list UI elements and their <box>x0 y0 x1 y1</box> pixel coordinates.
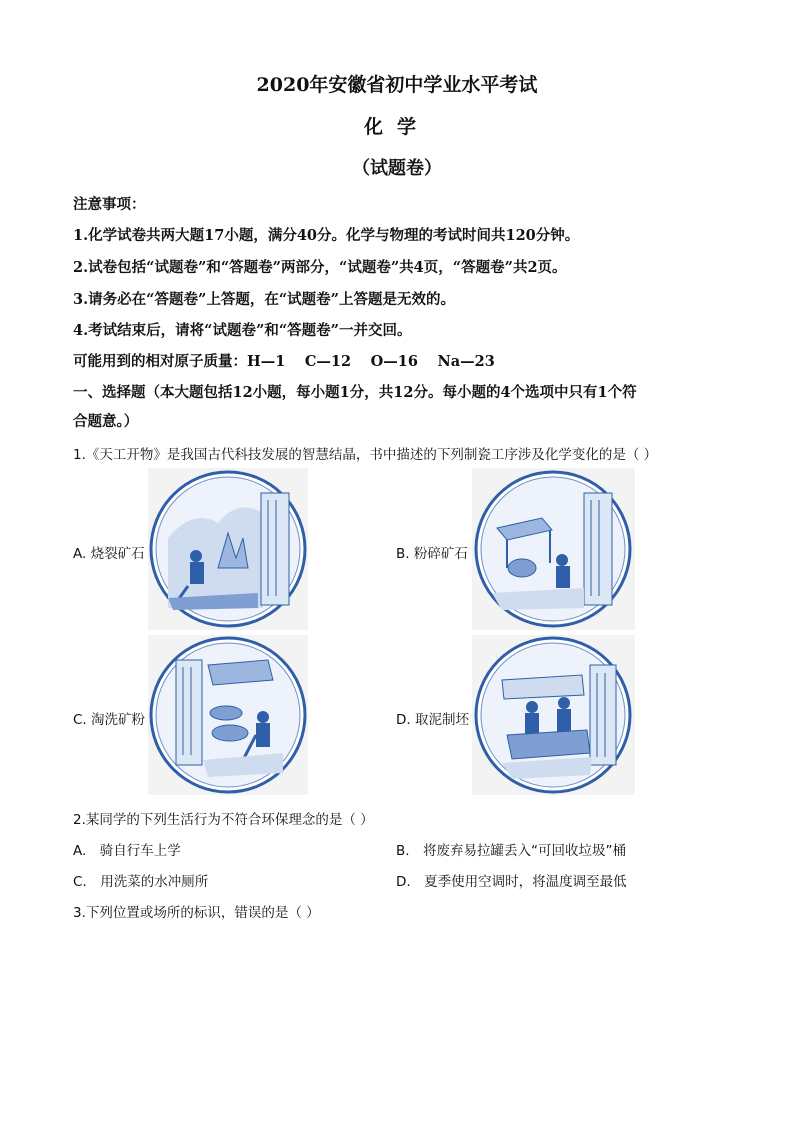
question-1-stem: 1.《天工开物》是我国古代科技发展的智慧结晶，书中描述的下列制瓷工序涉及化学变化的是（ ） <box>73 447 658 463</box>
q1-option-d-label: D. 取泥制坯 <box>396 712 469 728</box>
exam-title: 2020年安徽省初中学业水平考试 <box>256 74 538 96</box>
notice-item: 2.试卷包括“试题卷”和“答题卷”两部分，“试题卷”共4页，“答题卷”共2页。 <box>73 259 567 276</box>
porcelain-plate-washing-ore-image <box>148 635 308 795</box>
q2-option-d: D. 夏季使用空调时，将温度调至最低 <box>396 874 627 890</box>
q1-option-b-label: B. 粉碎矿石 <box>396 546 468 562</box>
paper-subtitle: （试题卷） <box>352 158 442 179</box>
question-3-stem: 3.下列位置或场所的标识，错误的是（ ） <box>73 905 320 921</box>
q1-option-a-label: A. 烧裂矿石 <box>73 546 145 562</box>
q2-option-b: B. 将废弃易拉罐丢入“可回收垃圾”桶 <box>396 843 627 859</box>
porcelain-plate-crushing-ore-image <box>472 468 635 630</box>
subject-title: 化学 <box>363 116 430 138</box>
notice-item: 4.考试结束后，请将“试题卷”和“答题卷”一并交回。 <box>73 322 412 339</box>
notice-item: 3.请务必在“答题卷”上答题，在“试题卷”上答题是无效的。 <box>73 291 455 308</box>
porcelain-plate-burning-ore-image <box>148 468 308 630</box>
q2-option-c: C. 用洗菜的水冲厕所 <box>73 874 209 890</box>
q1-option-c-label: C. 淘洗矿粉 <box>73 712 146 728</box>
atomic-mass-line: 可能用到的相对原子质量：H—1 C—12 O—16 Na—23 <box>73 353 495 370</box>
q2-option-a: A. 骑自行车上学 <box>73 843 181 859</box>
section-heading: 一、选择题（本大题包括12小题，每小题1分，共12分。每小题的4个选项中只有1个符 <box>73 384 637 401</box>
notice-heading: 注意事项： <box>73 196 146 213</box>
question-2-stem: 2.某同学的下列生活行为不符合环保理念的是（ ） <box>73 812 374 828</box>
section-heading-cont: 合题意。） <box>73 413 139 430</box>
porcelain-plate-making-clay-image <box>472 635 635 795</box>
notice-item: 1.化学试卷共两大题17小题，满分40分。化学与物理的考试时间共120分钟。 <box>73 227 580 244</box>
